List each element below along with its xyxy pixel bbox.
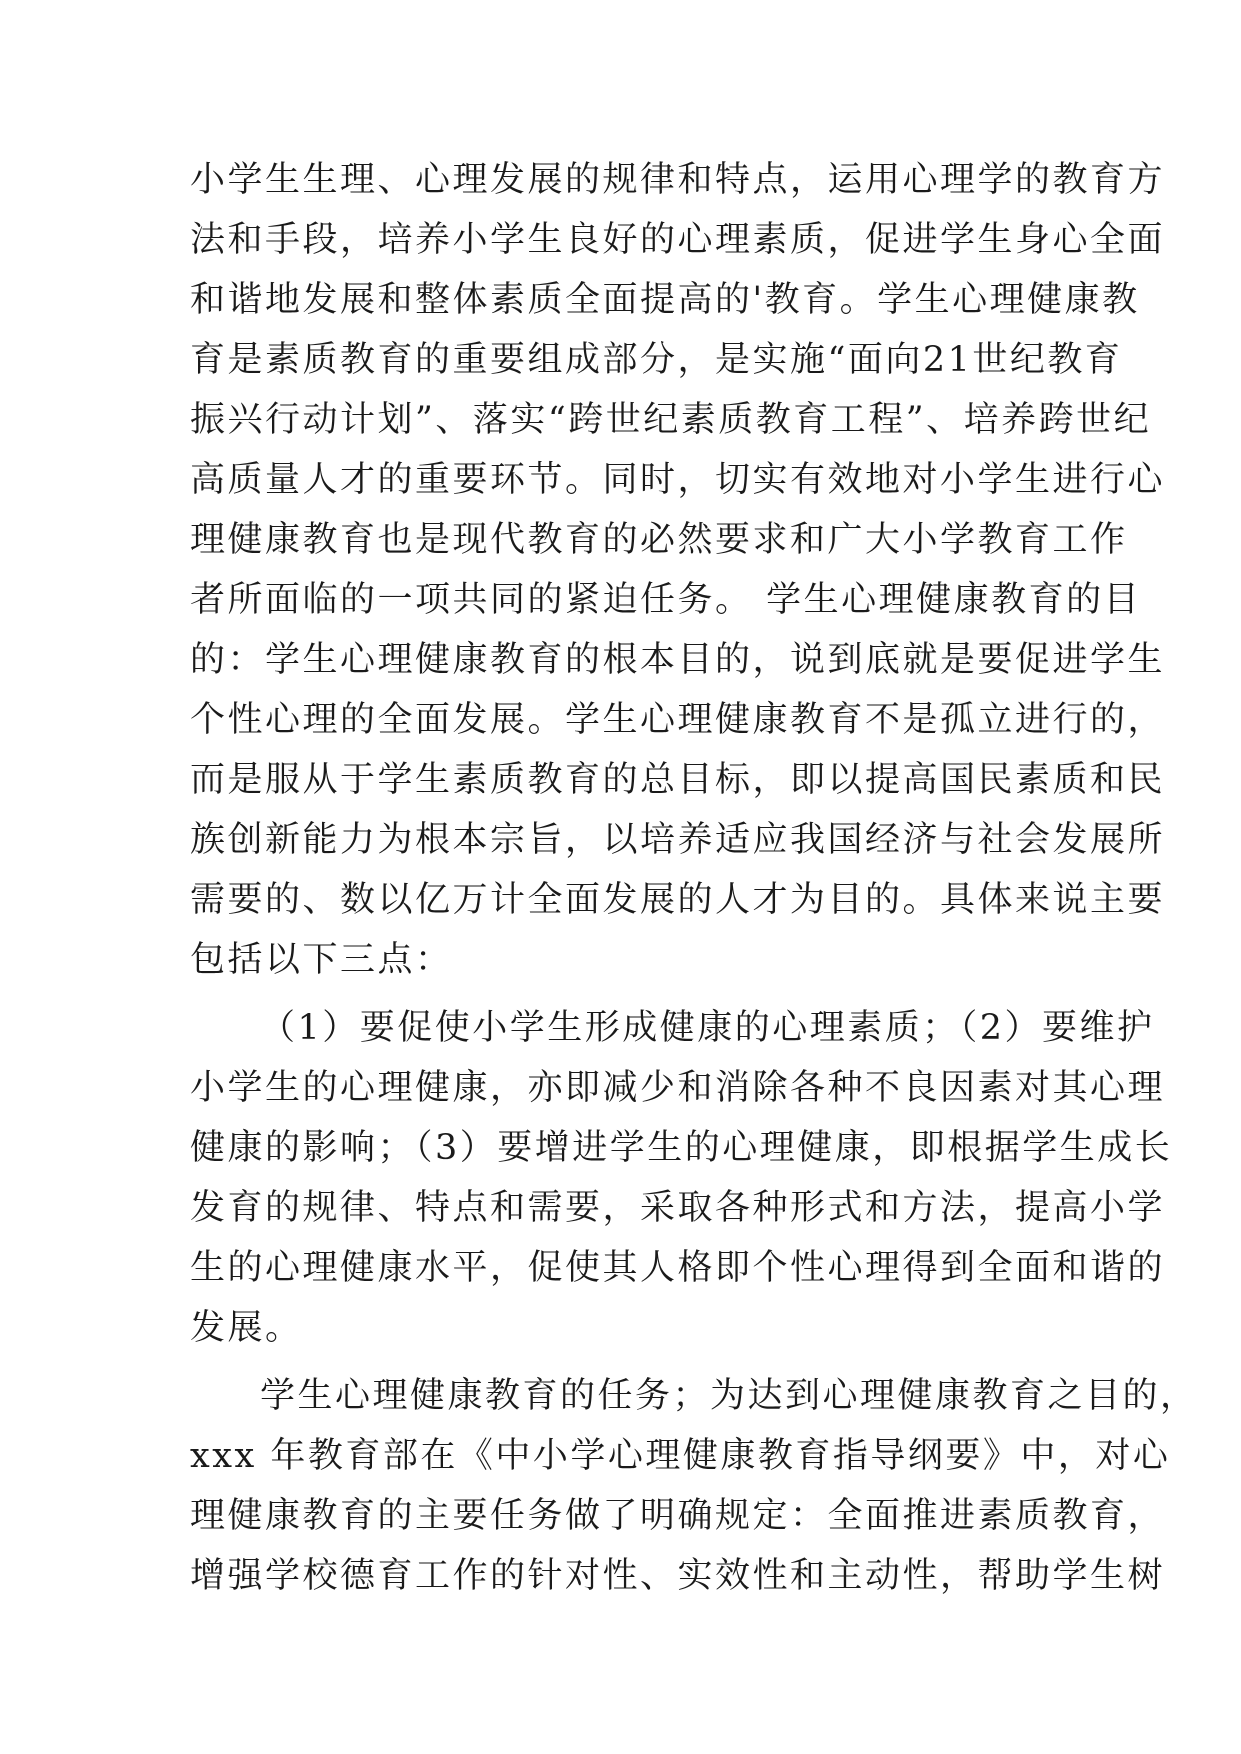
text-line: 发育的规律、特点和需要，采取各种形式和方法，提高小学 — [190, 1188, 1166, 1228]
text-line: 理健康教育也是现代教育的必然要求和广大小学教育工作 — [190, 520, 1128, 560]
text-line: 发展。 — [190, 1308, 303, 1348]
text-line: 包括以下三点： — [190, 940, 453, 980]
text-line: 育是素质教育的重要组成部分，是实施“面向21世纪教育 — [190, 340, 1123, 380]
body-text — [190, 150, 1198, 1606]
text-line: 者所面临的一项共同的紧迫任务。 学生心理健康教育的目 — [190, 580, 1142, 620]
text-line: 生的心理健康水平，促使其人格即个性心理得到全面和谐的 — [190, 1248, 1166, 1288]
text-line: 而是服从于学生素质教育的总目标，即以提高国民素质和民 — [190, 760, 1166, 800]
text-line: 个性心理的全面发展。学生心理健康教育不是孤立进行的， — [190, 700, 1166, 740]
text-line: 需要的、数以亿万计全面发展的人才为目的。具体来说主要 — [190, 880, 1166, 920]
text-line: 和谐地发展和整体素质全面提高的'教育。学生心理健康教 — [190, 280, 1140, 320]
paragraph-first-line: 学生心理健康教育的任务；为达到心理健康教育之目的， — [260, 1376, 1198, 1416]
text-line: 增强学校德育工作的针对性、实效性和主动性，帮助学生树 — [190, 1556, 1166, 1596]
text-line: 法和手段，培养小学生良好的心理素质，促进学生身心全面 — [190, 220, 1166, 260]
text-line: 的：学生心理健康教育的根本目的，说到底就是要促进学生 — [190, 640, 1166, 680]
text-line: 小学生的心理健康，亦即减少和消除各种不良因素对其心理 — [190, 1068, 1166, 1108]
text-line: 小学生生理、心理发展的规律和特点，运用心理学的教育方 — [190, 160, 1166, 200]
text-line: xxx 年教育部在《中小学心理健康教育指导纲要》中，对心 — [190, 1436, 1171, 1476]
text-line: 健康的影响；（3）要增进学生的心理健康，即根据学生成长 — [190, 1128, 1173, 1168]
text-line: 高质量人才的重要环节。同时，切实有效地对小学生进行心 — [190, 460, 1166, 500]
text-line: 族创新能力为根本宗旨，以培养适应我国经济与社会发展所 — [190, 820, 1166, 860]
paragraph-first-line: （1）要促使小学生形成健康的心理素质；（2）要维护 — [260, 1008, 1155, 1048]
text-line: 振兴行动计划”、落实“跨世纪素质教育工程”、培养跨世纪 — [190, 400, 1152, 440]
text-line: 理健康教育的主要任务做了明确规定：全面推进素质教育， — [190, 1496, 1166, 1536]
